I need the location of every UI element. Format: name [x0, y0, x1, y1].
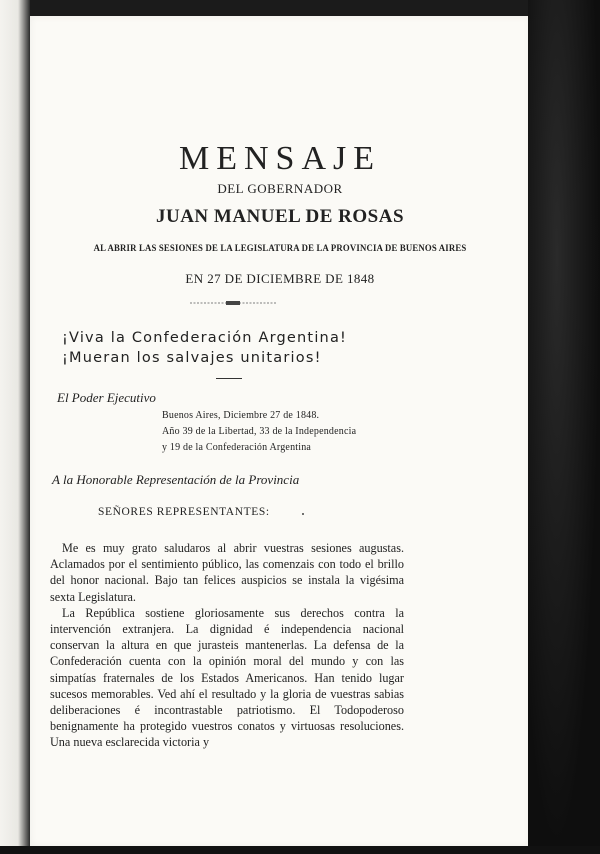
- date-line: EN 27 DE DICIEMBRE DE 1848: [185, 271, 375, 286]
- occasion-line: AL ABRIR LAS SESIONES DE LA LEGISLATURA DE LA PROVINCIA DE BUENOS AIRES: [93, 244, 467, 254]
- recipient-line: A la Honorable Representación de la Provincia: [52, 472, 300, 487]
- place-date-line-1: Buenos Aires, Diciembre 27 de 1848.: [162, 410, 320, 421]
- ornament-divider: [188, 300, 278, 306]
- scan-bottom-edge: [0, 846, 600, 854]
- slogan-mueran: ¡Mueran los salvajes unitarios!: [62, 350, 322, 366]
- body-text: [50, 540, 404, 751]
- governor-name: JUAN MANUEL DE ROSAS: [155, 206, 405, 227]
- place-date-line-2: Año 39 de la Libertad, 33 de la Independencia: [162, 426, 357, 437]
- short-rule: [216, 378, 242, 379]
- slogan-viva: ¡Viva la Confederación Argentina!: [62, 330, 348, 346]
- sender-line: El Poder Ejecutivo: [57, 390, 156, 405]
- scan-left-margin: [0, 0, 30, 854]
- document-heading: MENSAJE: [178, 140, 382, 177]
- salutation: SEÑORES REPRESENTANTES:: [98, 506, 270, 518]
- place-date-line-3: y 19 de la Confederación Argentina: [162, 442, 312, 453]
- document-subheading: DEL GOBERNADOR: [217, 181, 343, 196]
- paragraph-2: La República sostiene gloriosamente sus derechos contra la intervención extranjera. La dignidad é independencia nacional conservan la altura en que jurasteis mantenerlas. La defensa de la Confederación cuenta con la opinión moral del mundo y con las simpatías fraternales de los Estados Americanos. Han tenido lugar sucesos memorables. Ved ahí el resultado y la gloria de vuestras sabias deliberaciones é incontrastable patriotismo. El Todopoderoso benignamente ha protegido vuestros conatos y virtuosas resoluciones. Una nueva esclarecida victoria y: [50, 605, 404, 750]
- scan-dark-edge: [528, 0, 600, 854]
- paragraph-1: Me es muy grato saludaros al abrir vuestras sesiones augustas. Aclamados por el sentimiento público, las comenzais con todo el brillo del honor nacional. Bajo tan felices auspicios se instala la vigésima sexta Legislatura.: [50, 541, 404, 604]
- ink-speck: [302, 513, 304, 515]
